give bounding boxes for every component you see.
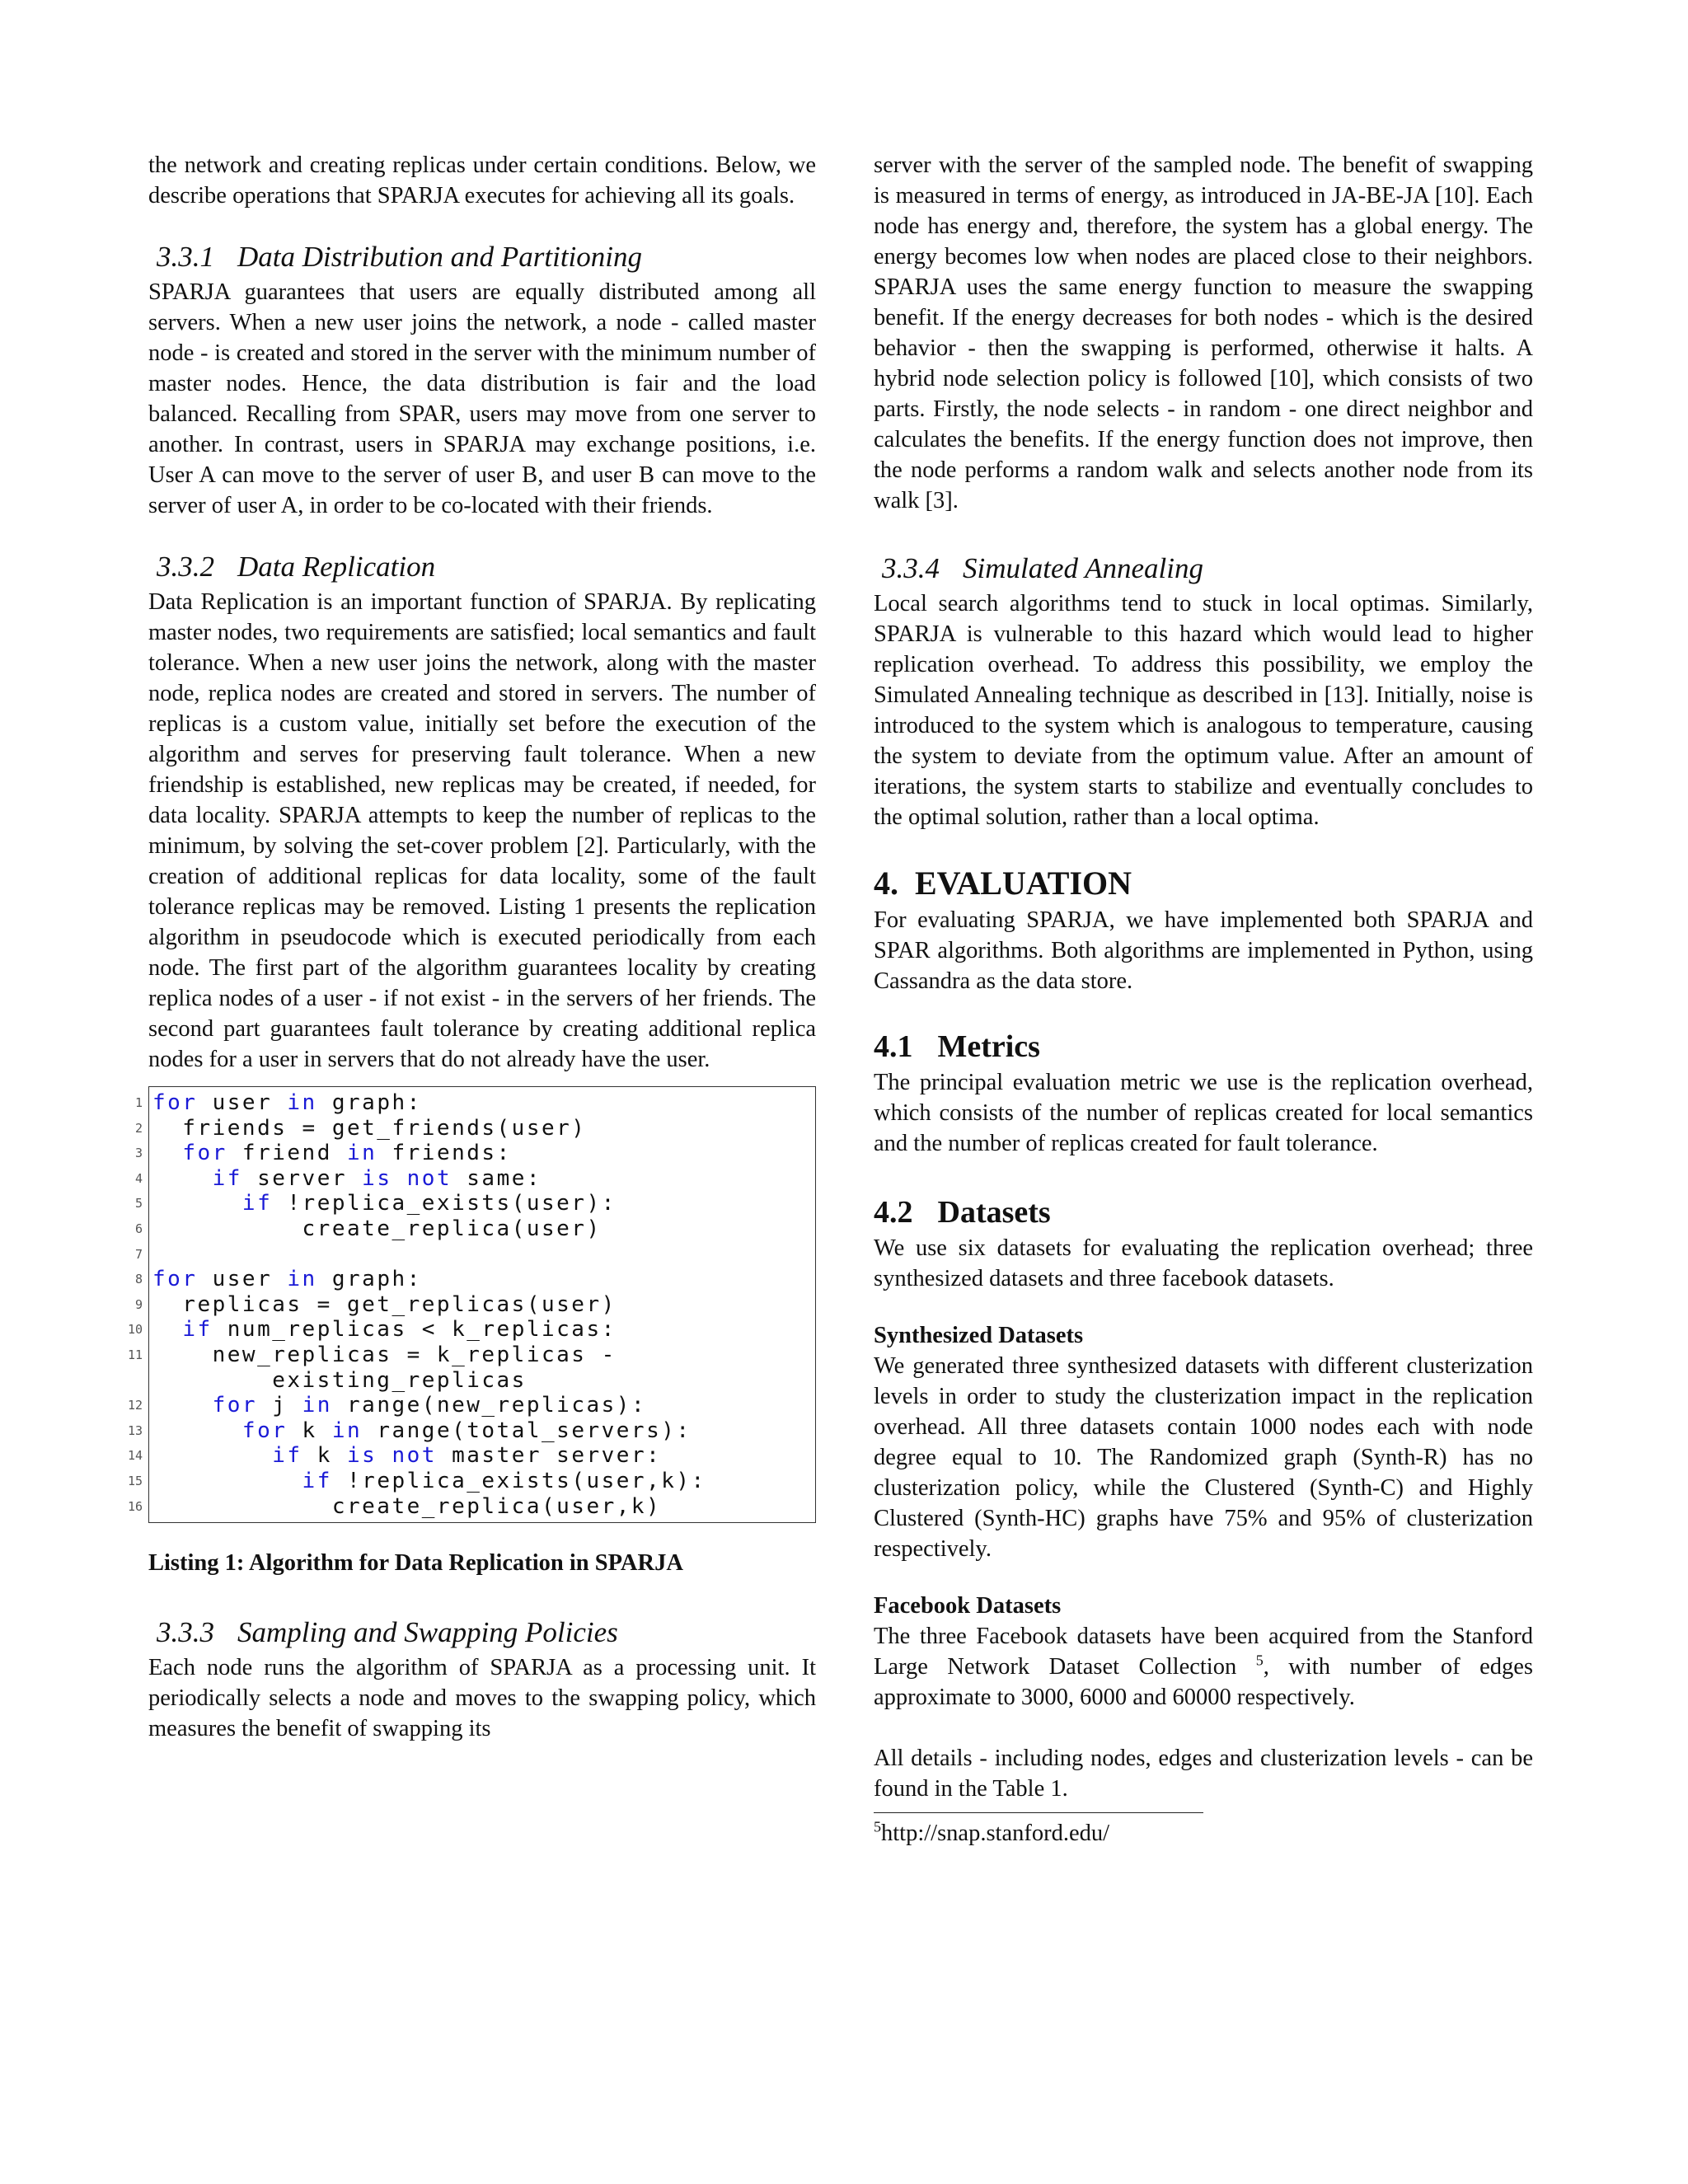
code-line: 2 friends = get_friends(user)	[134, 1115, 587, 1141]
code-line: 10 if num_replicas < k_replicas:	[127, 1317, 617, 1343]
section-4-2-text: We use six datasets for evaluating the replication overhead; three synthesized datasets and three facebook datasets.	[874, 1235, 1533, 1291]
intro-paragraph: the network and creating replicas under certain conditions. Below, we describe operations that SPARJA executes for achieving all its goals.	[148, 152, 816, 209]
section-3-3-3-heading: 3.3.3 Sampling and Swapping Policies	[157, 1616, 618, 1649]
section-3-3-2-text: Data Replication is an important function of SPARJA. By replicating master nodes, two requirements are satisfied; local semantics and fault tolerance. When a new user joins the network, along with the master node, replica nodes are created and stored in servers. The number of replicas is a custom value, initially set before the execution of the algorithm and serves for preserving fault tolerance. When a new friendship is established, new replicas may be created, if needed, for data locality. SPARJA attempts to keep the number of replicas to the minimum, by solving the set-cover problem [2]. Particularly, with the creation of additional replicas for data locality, some of the fault tolerance replicas may be removed. Listing 1 presents the replication algorithm in pseudocode which is executed periodically from each node. The first part of the algorithm guarantees locality by creating replica nodes of a user - if not exist - in the servers of her friends. The second part guarantees fault tolerance by creating additional replica nodes for a user in servers that do not already have the user.	[148, 589, 816, 1072]
code-line: 5 if !replica_exists(user):	[134, 1191, 617, 1216]
section-4-text: For evaluating SPARJA, we have implemented both SPARJA and SPAR algorithms. Both algorithms are implemented in Python, using Cassandra as the data store.	[874, 907, 1533, 994]
footnote-rule	[874, 1812, 1203, 1813]
left-column	[127, 150, 816, 1744]
facebook-datasets-text: The three Facebook datasets have been acquired from the Stanford Large Network Dataset Collection $^5$, with number of edges approximate to 3000, 6000 and 60000 respectively.	[874, 1624, 1533, 1710]
code-line: 4 if server is not same:	[134, 1165, 542, 1191]
code-line: 11 new_replicas = k_replicas - existing_replicas	[127, 1342, 617, 1393]
section-3-3-1-heading: 3.3.1 Data Distribution and Partitioning	[157, 241, 643, 273]
section-3-3-4-heading: 3.3.4 Simulated Annealing	[882, 552, 1203, 584]
code-line: 9 replicas = get_replicas(user)	[134, 1291, 617, 1317]
synthesized-datasets-text: We generated three synthesized datasets with different clusterization levels in order to study the clusterization impact in the replication overhead. All three datasets contain 1000 nodes each with node degree equal to 10. The Randomized graph (Synth-R) has no clusterization policy, while the Clustered (Synth-C) and Highly Clustered (Synth-HC) graphs have 75% and 95% of clusterization respectively.	[874, 1353, 1533, 1562]
footnote: $^5$http://snap.stanford.edu/	[874, 1818, 1110, 1846]
synthesized-datasets-heading: Synthesized Datasets	[874, 1323, 1084, 1348]
code-line: 13 for k in range(total_servers):	[127, 1418, 692, 1443]
code-line: 7	[134, 1246, 143, 1262]
code-line: 6 create_replica(user)	[134, 1216, 602, 1241]
code-line: 3 for friend in friends:	[134, 1141, 512, 1166]
code-line: 1 for user in graph:	[134, 1090, 422, 1115]
code-listing	[127, 1086, 816, 1523]
right-column	[874, 150, 1533, 1849]
code-line: 14 if k is not master server:	[127, 1443, 662, 1469]
listing-caption: Listing 1: Algorithm for Data Replication in SPARJA	[148, 1550, 683, 1577]
facebook-datasets-heading: Facebook Datasets	[874, 1593, 1062, 1619]
section-3-3-2-heading: 3.3.2 Data Replication	[157, 551, 436, 583]
section-4-1-heading: 4.1 Metrics	[874, 1029, 1040, 1064]
code-line: 16 create_replica(user,k)	[127, 1493, 662, 1519]
details-paragraph: All details - including nodes, edges and clusterization levels - can be found in the Table 1.	[874, 1746, 1533, 1802]
code-line: 8 for user in graph:	[134, 1267, 422, 1292]
code-line: 15 if !replica_exists(user,k):	[127, 1468, 706, 1493]
section-4-heading: 4. EVALUATION	[874, 865, 1132, 902]
section-3-3-4-text: Local search algorithms tend to stuck in local optimas. Similarly, SPARJA is vulnerable to this hazard which would lead to higher replication overhead. To address this possibility, we employ the Simulated Annealing technique as described in [13]. Initially, noise is introduced to the system which is analogous to temperature, causing the system to deviate from the optimum value. After an amount of iterations, the system starts to stabilize and eventually concludes to the optimal solution, rather than a local optima.	[874, 591, 1533, 830]
footnote-reference: 5	[1255, 1652, 1264, 1669]
section-4-2-heading: 4.2 Datasets	[874, 1195, 1051, 1230]
section-3-3-1-text: SPARJA guarantees that users are equally distributed among all servers. When a new user joins the network, a node - called master node - is created and stored in the server with the minimum number of master nodes. Hence, the data distribution is fair and the load balanced. Recalling from SPAR, users may move from one server to another. In contrast, users in SPARJA may exchange positions, i.e. User A can move to the server of user B, and user B can move to the server of user A, in order to be co-located with their friends.	[148, 279, 816, 518]
swapping-continued-paragraph: server with the server of the sampled node. The benefit of swapping is measured in terms of energy, as introduced in JA-BE-JA [10]. Each node has energy and, therefore, the system has a global energy. The energy becomes low when nodes are placed close to their neighbors. SPARJA uses the same energy function to measure the swapping benefit. If the energy decreases for both nodes - which is the desired behavior - then the swapping is performed, otherwise it halts. A hybrid node selection policy is followed [10], which consists of two parts. Firstly, the node selects - in random - one direct neighbor and calculates the benefits. If the energy function does not improve, then the node performs a random walk and selects another node from its walk [3].	[874, 152, 1533, 513]
code-line: 12 for j in range(new_replicas):	[127, 1393, 647, 1418]
footnote-link[interactable]: http://snap.stanford.edu/	[881, 1821, 1110, 1846]
section-4-1-text: The principal evaluation metric we use is the replication overhead, which consists of the number of replicas created for local semantics and the number of replicas created for fault tolerance.	[874, 1070, 1533, 1156]
section-3-3-3-text: Each node runs the algorithm of SPARJA as a processing unit. It periodically selects a node and moves to the swapping policy, which measures the benefit of swapping its	[148, 1655, 816, 1742]
